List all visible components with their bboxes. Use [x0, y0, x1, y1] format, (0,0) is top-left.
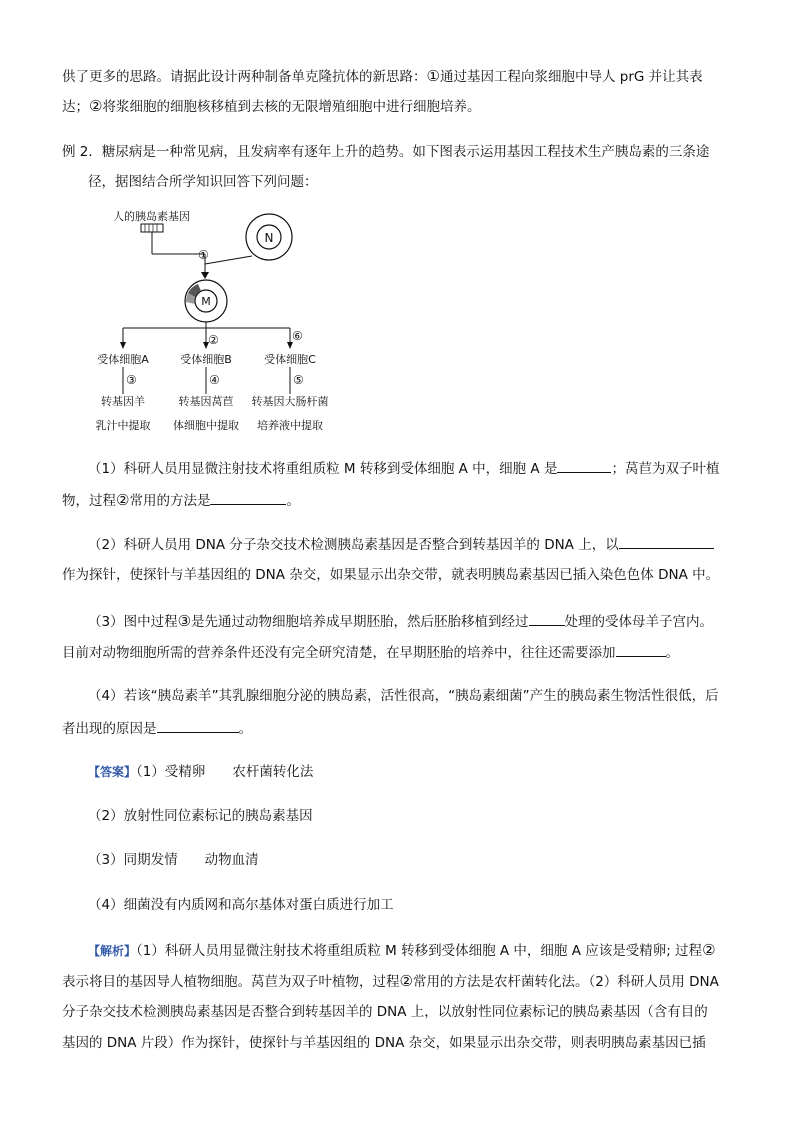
answer-blank[interactable] — [210, 490, 286, 505]
question-text: 物，过程 — [62, 493, 116, 509]
cell-n-label: N — [264, 231, 274, 245]
circled-number: ② — [399, 972, 413, 990]
circled-number: ② — [89, 97, 103, 115]
circled-number: ② — [116, 491, 130, 509]
question-text: （3）图中过程 — [88, 614, 178, 630]
intro-line-2 — [62, 96, 480, 117]
intro-text: 将浆细胞的细胞核移植到去核的无限增殖细胞中进行细胞培养。 — [102, 99, 481, 115]
extract-a: 乳汁中提取 — [95, 419, 151, 432]
circled-number: ① — [426, 67, 440, 85]
extract-b: 体细胞中提取 — [173, 419, 239, 432]
answer-blank[interactable] — [157, 718, 239, 733]
circled-number: ② — [702, 941, 716, 959]
analysis-text: 常用的方法是农杆菌转化法。（2）科研人员用 DNA — [412, 974, 719, 990]
product-b: 转基因莴苣 — [178, 395, 234, 408]
analysis-text: （1）科研人员用显微注射技术将重组质粒 M 转移到受体细胞 A 中，细胞 A 应该是受精卵; 过程 — [136, 943, 703, 959]
answer-line-3: （3）同期发情 动物血清 — [88, 852, 259, 868]
step-3-label: ③ — [126, 373, 137, 387]
step-5-label: ⑤ — [293, 373, 304, 387]
answer-blank[interactable] — [619, 534, 714, 549]
answer-blank[interactable] — [557, 458, 611, 473]
answer-tag: 【答案】 — [88, 765, 137, 779]
question-text: （1）科研人员用显微注射技术将重组质粒 M 转移到受体细胞 A 中，细胞 A 是 — [88, 461, 558, 477]
question-text: 常用的方法是 — [129, 493, 211, 509]
intro-line-1 — [62, 66, 703, 87]
question-text: 是先通过动物细胞培养成早期胚胎，然后胚胎移植到经过 — [191, 614, 529, 630]
answer-line-1 — [88, 762, 313, 782]
analysis-line-3: 分子杂交技术检测胰岛素基因是否整合到转基因羊的 DNA 上，以放射性同位素标记的胰岛素基因（含有目的 — [62, 1004, 708, 1020]
answer-blank[interactable] — [616, 642, 666, 657]
question-3-line-1 — [88, 611, 713, 632]
receptor-a: 受体细胞A — [97, 353, 149, 366]
question-3-line-2 — [62, 642, 679, 663]
question-text: 者出现的原因是 — [62, 721, 157, 737]
example-line-2: 径，据图结合所学知识回答下列问题： — [88, 174, 318, 190]
analysis-line-1 — [88, 940, 716, 961]
intro-text: 达； — [62, 99, 89, 115]
intro-text: 供了更多的思路。请据此设计两种制备单克隆抗体的新思路： — [62, 69, 427, 85]
answer-blank[interactable] — [529, 611, 565, 626]
answer-line-4: （4）细菌没有内质网和高尔基体对蛋白质进行加工 — [88, 897, 394, 913]
step-6-label: ⑥ — [292, 329, 303, 343]
extract-c: 培养液中提取 — [257, 419, 323, 432]
analysis-line-4: 基因的 DNA 片段）作为探针，使探针与羊基因组的 DNA 杂交，如果显示出杂交带，则表明胰岛素基因已插 — [62, 1035, 706, 1051]
step-2-label: ② — [208, 333, 219, 347]
question-2-line-2: 作为探针，使探针与羊基因组的 DNA 杂交，如果显示出杂交带，就表明胰岛素基因已插入染色色体 DNA 中。 — [62, 567, 720, 583]
question-text: ；莴苣为双子叶植 — [611, 461, 720, 477]
gene-fragment-icon — [141, 224, 163, 232]
question-2-line-1 — [88, 534, 714, 555]
analysis-line-2 — [62, 971, 719, 992]
gene-label: 人的胰岛素基因 — [113, 210, 190, 223]
question-text: 。 — [238, 721, 252, 737]
question-text: 处理的受体母羊子宫内。 — [564, 614, 714, 630]
question-4-line-1: （4）若该“胰岛素羊”其乳腺细胞分泌的胰岛素，活性很高，“胰岛素细菌”产生的胰岛素生物活性很低，后 — [88, 688, 719, 704]
product-a: 转基因羊 — [101, 395, 145, 408]
question-text: 。 — [286, 493, 300, 509]
circled-number: ③ — [177, 612, 192, 630]
question-1-line-1 — [88, 458, 719, 479]
answer-text: （1）受精卵 农杆菌转化法 — [136, 764, 314, 780]
product-c: 转基因大肠杆菌 — [251, 395, 329, 408]
insulin-pathway-diagram — [80, 200, 360, 440]
question-text: 。 — [665, 645, 679, 661]
analysis-text: 表示将目的基因导人植物细胞。莴苣为双子叶植物，过程 — [62, 974, 400, 990]
receptor-b: 受体细胞B — [180, 353, 232, 366]
question-text: （2）科研人员用 DNA 分子杂交技术检测胰岛素基因是否整合到转基因羊的 DNA 上，以 — [88, 537, 619, 553]
plasmid-m-label: M — [201, 295, 211, 308]
question-1-line-2 — [62, 490, 300, 511]
answer-line-2: （2）放射性同位素标记的胰岛素基因 — [88, 808, 313, 824]
receptor-c: 受体细胞C — [264, 353, 316, 366]
step-1-label: ① — [198, 248, 209, 262]
example-line-1: 例 2．糖尿病是一种常见病，且发病率有逐年上升的趋势。如下图表示运用基因工程技术生产胰岛素的三条途 — [62, 144, 710, 160]
analysis-tag: 【解析】 — [88, 944, 137, 958]
intro-text: 通过基因工程向浆细胞中导人 prG 并让其表 — [439, 69, 703, 85]
question-4-line-2 — [62, 718, 252, 739]
question-text: 目前对动物细胞所需的营养条件还没有完全研究清楚，在早期胚胎的培养中，往往还需要添加 — [62, 645, 616, 661]
step-4-label: ④ — [209, 373, 220, 387]
